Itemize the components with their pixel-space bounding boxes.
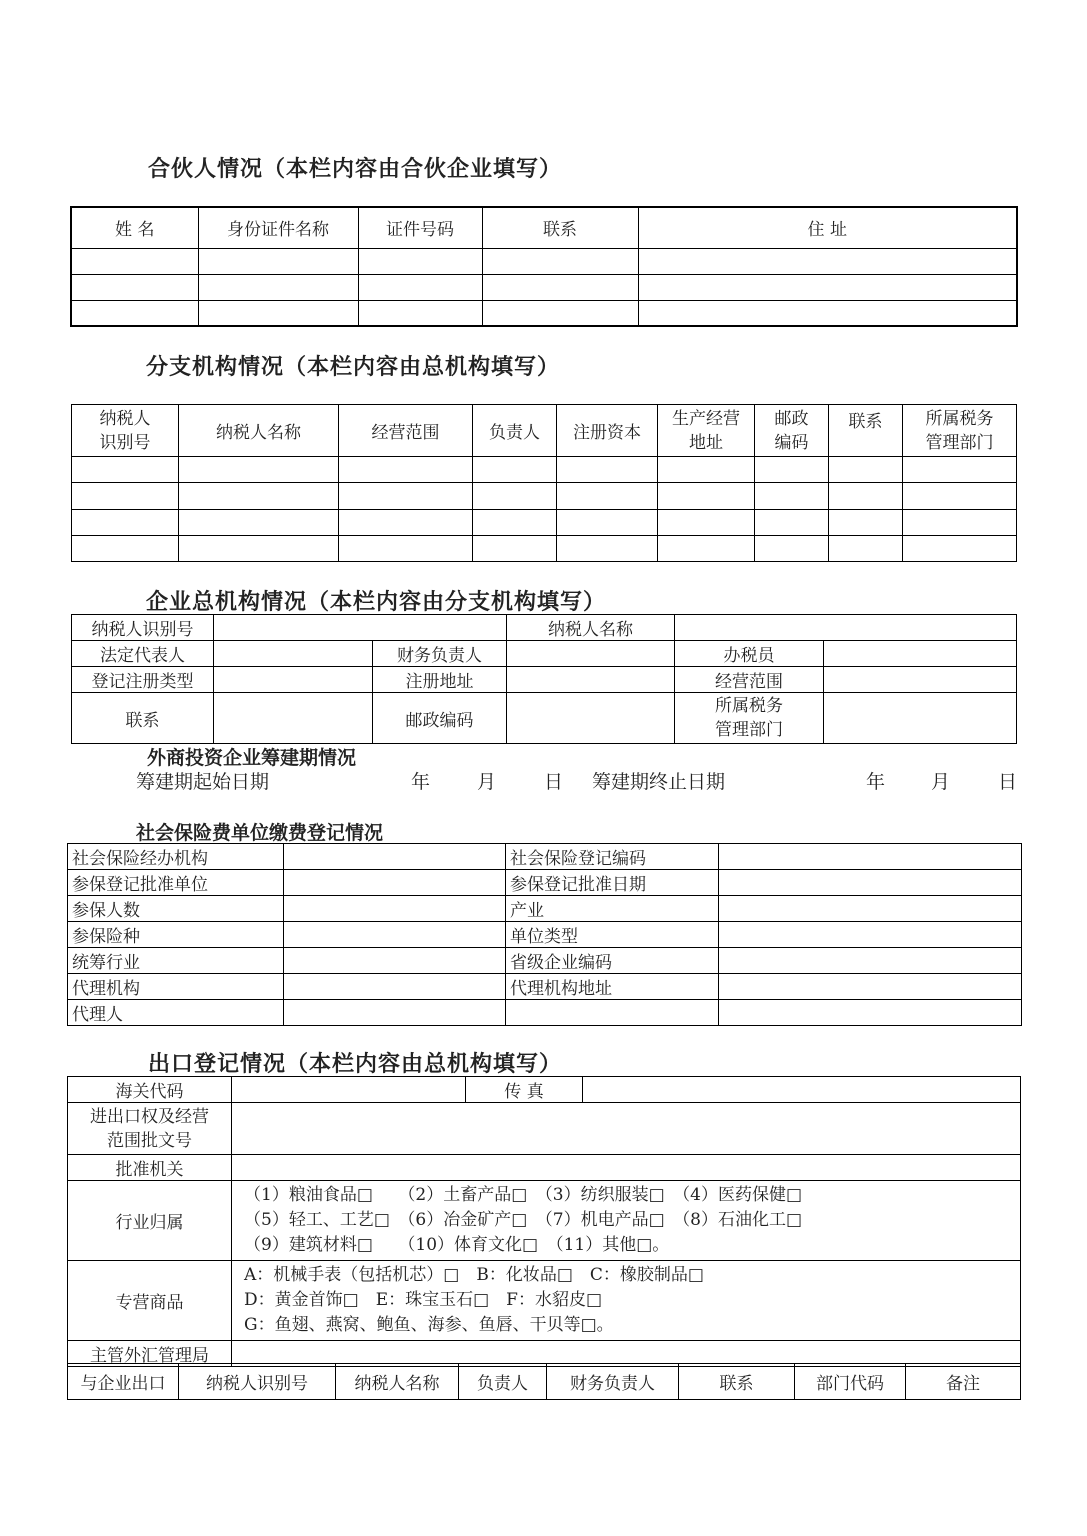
start-year-unit: 年: [411, 771, 431, 793]
end-year-unit: 年: [866, 771, 886, 793]
social-label: 产业: [506, 896, 719, 922]
branches-title: 分支机构情况（本栏内容由总机构填写）: [146, 354, 561, 380]
social-label: 参保险种: [68, 922, 284, 948]
special-goods-line: A：机械手表（包括机芯）□ B：化妆品□ C：橡胶制品□: [244, 1265, 704, 1285]
hq-reg-type-label: 登记注册类型: [72, 667, 214, 693]
hq-contact-label: 联系: [72, 693, 214, 744]
special-goods-options[interactable]: [232, 1261, 1021, 1341]
export-related-label: 与企业出口: [68, 1364, 179, 1400]
partners-header-contact: 联系: [482, 207, 638, 248]
hq-taxpayer-name-field[interactable]: [675, 615, 1017, 641]
hq-tax-officer-label: 办税员: [675, 641, 824, 667]
branches-header-taxpayer-name: 纳税人名称: [179, 405, 339, 457]
start-date-label: 筹建期起始日期: [136, 771, 270, 793]
table-row: [68, 896, 1022, 922]
customs-code-field[interactable]: [232, 1077, 466, 1103]
table-row: [72, 483, 1017, 510]
branches-header-tax-dept: 所属税务 管理部门: [903, 405, 1017, 457]
hq-scope-label: 经营范围: [675, 667, 824, 693]
export-header-finance-head: 财务负责人: [547, 1364, 679, 1400]
export-header-remarks: 备注: [906, 1364, 1021, 1400]
export-header-taxpayer-id: 纳税人识别号: [179, 1364, 336, 1400]
table-row: [71, 300, 1017, 326]
special-goods-line: G：鱼翅、燕窝、鲍鱼、海参、鱼唇、干贝等□。: [244, 1315, 614, 1335]
approval-authority-field[interactable]: [232, 1155, 1021, 1181]
hq-reg-address-label: 注册地址: [373, 667, 507, 693]
export-header-taxpayer-name: 纳税人名称: [336, 1364, 459, 1400]
branches-header-capital: 注册资本: [557, 405, 658, 457]
end-month-unit: 月: [931, 771, 951, 793]
export-title: 出口登记情况（本栏内容由总机构填写）: [148, 1051, 563, 1077]
industry-line: （9）建筑材料□ （10）体育文化□ （11）其他□。: [244, 1235, 670, 1255]
table-row: [68, 948, 1022, 974]
hq-taxpayer-name-label: 纳税人名称: [507, 615, 675, 641]
partners-header-id-number: 证件号码: [358, 207, 482, 248]
hq-tax-officer-field[interactable]: [824, 641, 1017, 667]
partners-table: [70, 206, 1018, 327]
export-header-dept-code: 部门代码: [795, 1364, 906, 1400]
table-row: [72, 457, 1017, 483]
branches-header-scope: 经营范围: [339, 405, 473, 457]
fax-label: 传 真: [466, 1077, 583, 1103]
social-label: 代理机构地址: [506, 974, 719, 1000]
export-header-manager: 负责人: [459, 1364, 547, 1400]
industry-options[interactable]: [232, 1181, 1021, 1261]
table-row: [72, 510, 1017, 536]
end-day-unit: 日: [998, 771, 1018, 793]
hq-legal-rep-label: 法定代表人: [72, 641, 214, 667]
partners-title: 合伙人情况（本栏内容由合伙企业填写）: [148, 156, 563, 182]
social-label: 省级企业编码: [506, 948, 719, 974]
industry-line: （5）轻工、工艺□ （6）冶金矿产□ （7）机电产品□ （8）石油化工□: [244, 1210, 803, 1230]
table-row: [72, 536, 1017, 562]
table-row: [68, 974, 1022, 1000]
start-day-unit: 日: [544, 771, 564, 793]
end-date-label: 筹建期终止日期: [592, 771, 726, 793]
start-month-unit: 月: [477, 771, 497, 793]
industry-label: 行业归属: [68, 1181, 232, 1261]
table-row: [68, 844, 1022, 870]
table-row: [68, 1000, 1022, 1026]
approval-doc-label: 进出口权及经营 范围批文号: [68, 1103, 232, 1155]
social-label: 社会保险登记编码: [506, 844, 719, 870]
approval-doc-field[interactable]: [232, 1103, 1021, 1155]
branches-header-postal: 邮政 编码: [755, 405, 829, 457]
social-label: 统筹行业: [68, 948, 284, 974]
branches-header-contact: 联系: [829, 405, 903, 457]
social-label: [506, 1000, 719, 1026]
branches-table: [71, 404, 1017, 562]
hq-postal-field[interactable]: [507, 693, 675, 744]
table-row: [71, 248, 1017, 274]
hq-postal-label: 邮政编码: [373, 693, 507, 744]
partners-header-id-type: 身份证件名称: [198, 207, 358, 248]
social-label: 单位类型: [506, 922, 719, 948]
partners-header-address: 住 址: [638, 207, 1017, 248]
social-label: 代理人: [68, 1000, 284, 1026]
special-goods-line: D：黄金首饰□ E：珠宝玉石□ F：水貂皮□: [244, 1290, 603, 1310]
hq-taxpayer-id-field[interactable]: [214, 615, 507, 641]
industry-line: （1）粮油食品□ （2）土畜产品□ （3）纺织服装□ （4）医药保健□: [244, 1185, 803, 1205]
social-label: 社会保险经办机构: [68, 844, 284, 870]
hq-contact-field[interactable]: [214, 693, 373, 744]
foreign-title: 外商投资企业筹建期情况: [147, 747, 357, 769]
fax-field[interactable]: [583, 1077, 1021, 1103]
branches-header-manager: 负责人: [473, 405, 557, 457]
branches-header-address: 生产经营 地址: [658, 405, 755, 457]
social-label: 参保登记批准单位: [68, 870, 284, 896]
table-row: [68, 870, 1022, 896]
social-label: 参保登记批准日期: [506, 870, 719, 896]
hq-scope-field[interactable]: [824, 667, 1017, 693]
export-bottom-table: [67, 1363, 1021, 1400]
approval-authority-label: 批准机关: [68, 1155, 232, 1181]
hq-reg-address-field[interactable]: [507, 667, 675, 693]
special-goods-label: 专营商品: [68, 1261, 232, 1341]
branches-header-taxpayer-id: 纳税人 识别号: [72, 405, 179, 457]
headquarters-table: [71, 614, 1017, 744]
hq-finance-head-label: 财务负责人: [373, 641, 507, 667]
hq-finance-head-field[interactable]: [507, 641, 675, 667]
hq-legal-rep-field[interactable]: [214, 641, 373, 667]
social-label: 参保人数: [68, 896, 284, 922]
table-row: [71, 274, 1017, 300]
hq-tax-dept-field[interactable]: [824, 693, 1017, 744]
forex-bureau-label: 主管外汇管理局: [68, 1341, 232, 1367]
hq-tax-dept-label: 所属税务 管理部门: [675, 693, 824, 744]
social-title: 社会保险费单位缴费登记情况: [136, 822, 384, 844]
table-row: [68, 922, 1022, 948]
export-header-contact: 联系: [679, 1364, 795, 1400]
export-table: [67, 1076, 1021, 1367]
social-table: [67, 843, 1022, 1026]
partners-header-name: 姓 名: [71, 207, 198, 248]
headquarters-title: 企业总机构情况（本栏内容由分支机构填写）: [146, 589, 607, 615]
hq-reg-type-field[interactable]: [214, 667, 373, 693]
social-label: 代理机构: [68, 974, 284, 1000]
customs-code-label: 海关代码: [68, 1077, 232, 1103]
hq-taxpayer-id-label: 纳税人识别号: [72, 615, 214, 641]
